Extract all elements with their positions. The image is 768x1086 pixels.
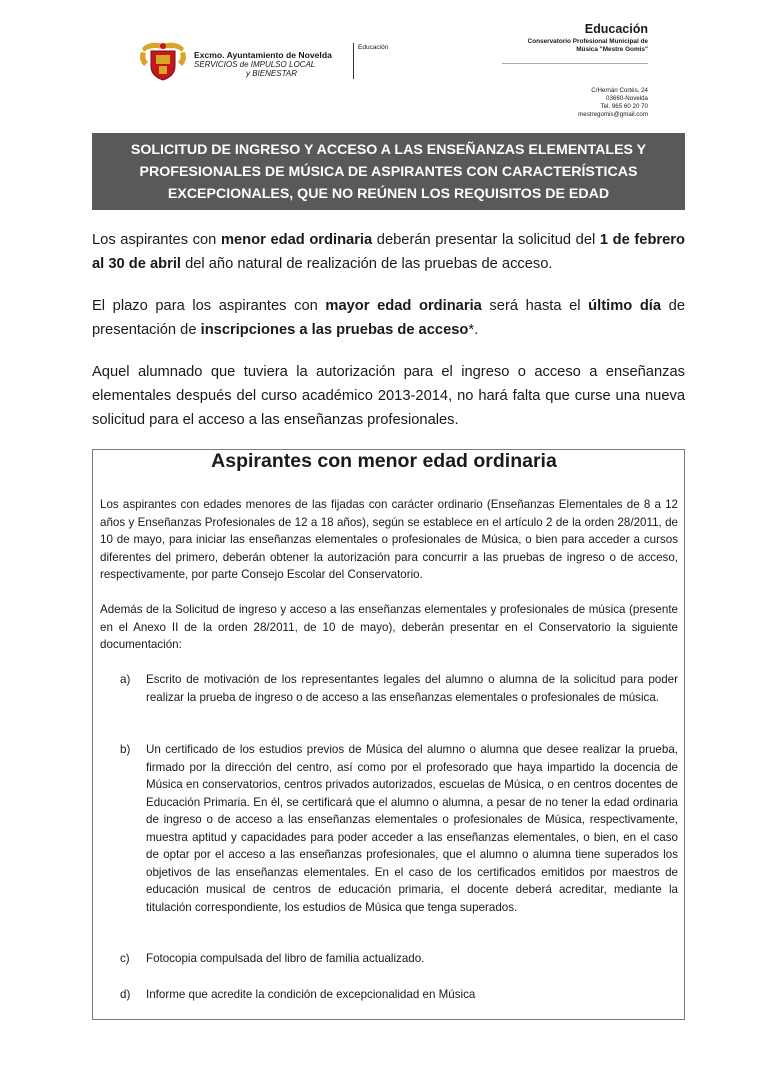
list-item-label: a) <box>120 673 131 686</box>
header-divider <box>353 43 354 79</box>
list-item-label: c) <box>120 952 130 965</box>
ayuntamiento-service: SERVICIOS de IMPULSO LOCAL <box>194 60 316 69</box>
list-item <box>120 671 678 706</box>
list-item-text: Fotocopia compulsada del libro de familia actualizado. <box>146 952 425 965</box>
department-title: Educación <box>584 22 648 36</box>
department-small-label: Educación <box>358 44 389 51</box>
address-email: mestregomis@gmail.com <box>578 111 648 118</box>
box-title: Aspirantes con menor edad ordinaria <box>211 450 557 472</box>
list-item-label: d) <box>120 988 131 1001</box>
ayuntamiento-name: Excmo. Ayuntamiento de Novelda <box>194 50 332 60</box>
title-line-1: SOLICITUD DE INGRESO Y ACCESO A LAS ENSEÑANZAS ELEMENTALES Y <box>130 141 647 158</box>
list-item-label: b) <box>120 743 131 756</box>
list-item-text: Escrito de motivación de los representantes legales del alumno o alumna de la solicitud para poder realizar la prueba de ingreso o de acceso a las enseñanzas elementales o profesionales de música. <box>146 673 678 704</box>
list-item <box>120 950 678 968</box>
box-paragraph-1: Los aspirantes con edades menores de las fijadas con carácter ordinario (Enseñanzas Elementales de 8 a 12 años y Enseñanzas Profesionales de 12 a 18 años), según se establece en el artículo 2 de la orden 28/2011, de 10 de mayo, para iniciar las enseñanzas elementales o profesionales de Música, o bien para acceder a cursos diferentes del primero, deberán obtener la autorización para concurrir a las pruebas de ingreso o de acceso, respectivamente, por parte Consejo Escolar del Conservatorio. <box>100 498 678 581</box>
ayuntamiento-block <box>194 51 364 78</box>
box-paragraph-2: Además de la Solicitud de ingreso y acceso a las enseñanzas elementales y profesionales de música (presente en el Anexo II de la orden 28/2011, de 10 de mayo), deberán presentar en el Conservatorio la siguiente documentación: <box>100 603 678 651</box>
conservatorio-name-line2: Música "Mestre Gomis" <box>576 46 648 53</box>
list-item <box>120 986 678 1004</box>
list-item <box>120 741 678 916</box>
intro-paragraph-1: Los aspirantes con menor edad ordinaria deberán presentar la solicitud del 1 de febrero al 30 de abril del año natural de realización de las pruebas de acceso. <box>92 232 685 272</box>
title-banner <box>92 133 685 210</box>
intro-paragraph-3: Aquel alumnado que tuviera la autorización para el ingreso o acceso a enseñanzas elementales después del curso académico 2013-2014, no hará falta que curse una nueva solicitud para el acceso a las enseñanzas profesionales. <box>92 364 685 428</box>
list-item-text: Informe que acredite la condición de excepcionalidad en Música <box>146 988 476 1001</box>
header-rule <box>502 63 648 64</box>
conservatorio-name-line1: Conservatorio Profesional Municipal de <box>527 38 648 45</box>
novelda-crest-icon <box>138 38 188 82</box>
title-line-3: EXCEPCIONALES, QUE NO REÚNEN LOS REQUISITOS DE EDAD <box>167 185 610 202</box>
title-line-2: PROFESIONALES DE MÚSICA DE ASPIRANTES CON CARACTERÍSTICAS <box>139 163 638 180</box>
address-postal: 03660-Novelda <box>606 95 648 102</box>
address-phone: Tel. 965 60 20 70 <box>600 103 648 110</box>
ayuntamiento-service-2: y BIENESTAR <box>246 69 297 78</box>
address-street: C/Hernán Cortés, 24 <box>591 87 648 94</box>
list-item-text: Un certificado de los estudios previos de Música del alumno o alumna que desee realizar la prueba, firmado por la dirección del centro, así como por el profesorado que haya impartido la docencia de Música en conservatorios, centros privados autorizados, escuelas de Música, o en centros docentes de Educación Primaria. En él, se certificará que el alumno o alumna, a pesar de no tener la edad ordinaria de ingreso o de acceso a las enseñanzas elementales o profesionales de Música, respectivamente, muestra aptitud y capacidades para poder acceder a las enseñanzas elementales, o bien, en el caso de optar por el acceso a las enseñanzas profesionales, que el alumno o alumna tiene superados los objetivos de las enseñanzas elementales. En el caso de los certificados emitidos por maestros de educación musical de centros de educación primaria, el docente deberá acreditar, mediante la titulación correspondiente, los estudios de Música que tenga superados. <box>146 743 678 914</box>
intro-paragraph-2: El plazo para los aspirantes con mayor edad ordinaria será hasta el último día de presentación de inscripciones a las pruebas de acceso*. <box>92 298 686 338</box>
